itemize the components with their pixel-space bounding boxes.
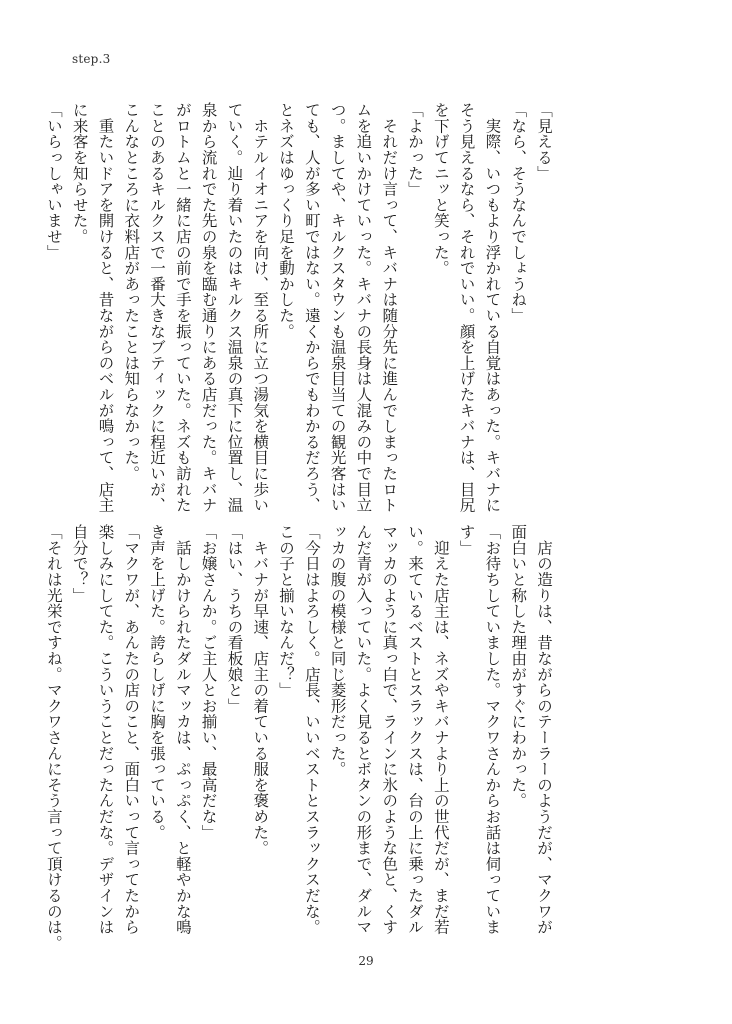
text-line: マッカのように真っ白で、ラインに氷のような色と、くす (380, 524, 399, 935)
text-line: 泉から流れでた先の泉を臨む通りにある店だった。キバナ (199, 102, 218, 513)
text-line: ていく。辿り着いたのはキルクス温泉の真下に位置し、温 (225, 102, 244, 513)
text-line: つ。ましてや、キルクスタウンも温泉目当ての観光客はい (328, 102, 347, 513)
text-line: 「今日はよろしく。店長、いいベストとスラックスだな。 (302, 524, 321, 935)
text-line: い。来ているベストとスラックスは、台の上に乗ったダル (406, 524, 425, 935)
text-line: に来客を知らせた。 (70, 102, 89, 245)
upper-text-block (44, 102, 556, 513)
text-line: を下げてニッと笑った。 (431, 102, 450, 276)
text-line: ムを追いかけていった。キバナの長身は人混みの中で目立 (354, 102, 373, 513)
text-line: 店の造りは、昔ながらのテーラーのようだが、マクワが (535, 524, 553, 935)
text-line: す」 (457, 524, 476, 556)
text-line: 「いらっしゃいませ」 (44, 102, 63, 260)
text-line: 「はい、うちの看板娘と」 (225, 524, 244, 714)
text-line: 面白いと称した理由がすぐにわかった。 (509, 524, 528, 809)
text-line: んだ青が入っていた。よく見るとボタンの形まで、ダルマ (354, 524, 373, 935)
text-line: 「お嬢さんか。ご主人とお揃い、最高だな」 (199, 524, 218, 840)
text-line: とネズはゆっくり足を動かした。 (277, 102, 296, 339)
text-line: 重たいドアを開けると、昔ながらのベルが鳴って、店主 (96, 102, 115, 513)
text-line: この子と揃いなんだ？」 (277, 524, 296, 698)
text-line: ことのあるキルクスで一番大きなブティックに程近いが、 (148, 102, 167, 513)
text-line: 迎えた店主は、ネズやキバナより上の世代だが、まだ若 (431, 524, 450, 935)
text-line: 「よかった」 (406, 102, 425, 197)
text-line: ホテルイオニアを向け、至る所に立つ湯気を横目に歩い (251, 102, 270, 513)
text-line: 実際、いつもより浮かれている自覚はあった。キバナに (483, 102, 502, 513)
text-line: キバナが早速、店主の着ている服を褒めた。 (251, 524, 270, 856)
text-line: そう見えるなら、それでいい。顔を上げたキバナは、目尻 (457, 102, 476, 513)
text-line: それだけ言って、キバナは随分先に進んでしまったロト (380, 102, 399, 513)
text-line: 楽しみにしてた。こういうことだったんだな。デザインは (96, 524, 115, 935)
text-line: ても、人が多い町ではない。遠くからでもわかるだろう、 (302, 102, 321, 513)
text-line: 「マクワが、あんたの店のこと、面白いって言ってたから (122, 524, 141, 935)
page-number: 29 (358, 954, 374, 968)
text-line: こんなところに衣料店があったことは知らなかった。 (122, 102, 141, 482)
text-line: ッカの腹の模様と同じ菱形だった。 (328, 524, 347, 777)
text-line: 話しかけられたダルマッカは、ぷっぷく、と軽やかな鳴 (173, 524, 192, 935)
text-line: 「見える」 (535, 102, 553, 181)
text-line: 「お待ちしていました。マクワさんからお話は伺っていま (483, 524, 502, 935)
text-line: 「なら、そうなんでしょうね」 (509, 102, 528, 324)
step-label: step.3 (72, 52, 111, 66)
lower-text-block (44, 524, 556, 951)
text-line: 自分で？」 (70, 524, 89, 603)
text-line: き声を上げた。誇らしげに胸を張っている。 (148, 524, 167, 840)
text-line: がロトムと一緒に店の前で手を振っていた。ネズも訪れた (173, 102, 192, 513)
text-line: 「それは光栄ですね。マクワさんにそう言って頂けるのは。 (44, 524, 63, 951)
